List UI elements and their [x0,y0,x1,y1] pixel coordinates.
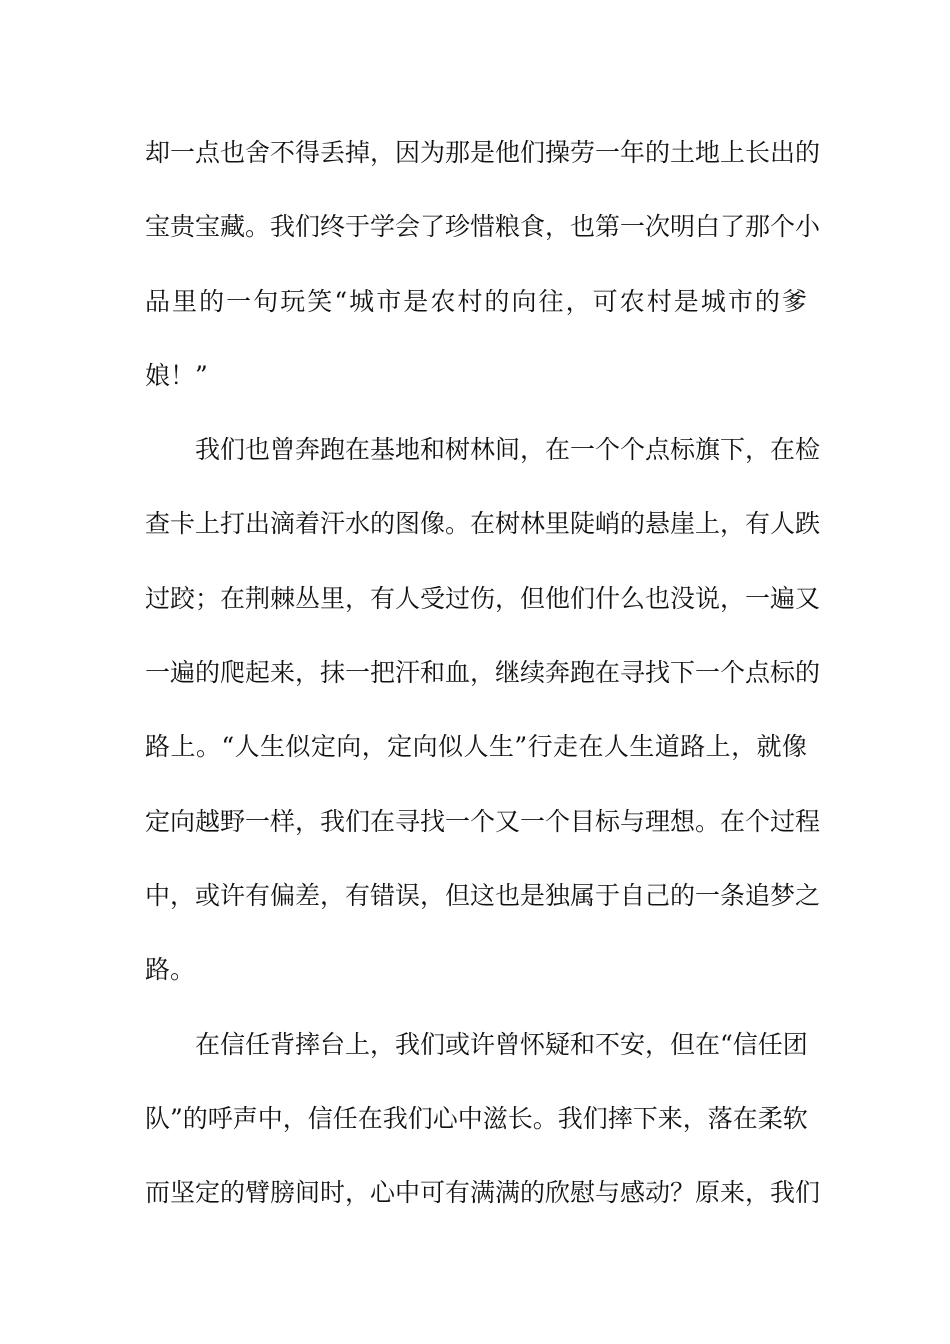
text-line: 中，或许有偏差，有错误，但这也是独属于自己的一条追梦之 [145,880,821,910]
text-line: 一遍的爬起来，抹一把汗和血，继续奔跑在寻找下一个点标的 [145,658,821,688]
text-line: 品里的一句玩笑“城市是农村的向往，可农村是城市的爹 [145,286,807,316]
text-line: 却一点也舍不得丢掉，因为那是他们操劳一年的土地上长出的 [145,138,821,167]
text-line: 查卡上打出滴着汗水的图像。在树林里陡峭的悬崖上，有人跌 [145,509,821,539]
text-line: 过跤；在荆棘丛里，有人受过伤，但他们什么也没说，一遍又 [145,583,821,613]
text-line: 队”的呼声中，信任在我们心中滋长。我们摔下来，落在柔软 [145,1103,808,1133]
text-line: 定向越野一样，我们在寻找一个又一个目标与理想。在个过程 [145,806,821,836]
document-body [145,127,821,1241]
text-line: 我们也曾奔跑在基地和树林间，在一个个点标旗下，在检 [195,435,821,465]
text-line: 娘！” [145,360,208,390]
text-line: 宝贵宝藏。我们终于学会了珍惜粮食，也第一次明白了那个小 [145,212,821,242]
text-line: 而坚定的臂膀间时，心中可有满满的欣慰与感动？原来，我们 [145,1178,821,1208]
text-line: 路。 [145,955,196,985]
text-line: 在信任背摔台上，我们或许曾怀疑和不安，但在“信任团 [195,1029,808,1059]
text-line: 路上。“人生似定向，定向似人生”行走在人生道路上，就像 [145,732,807,762]
